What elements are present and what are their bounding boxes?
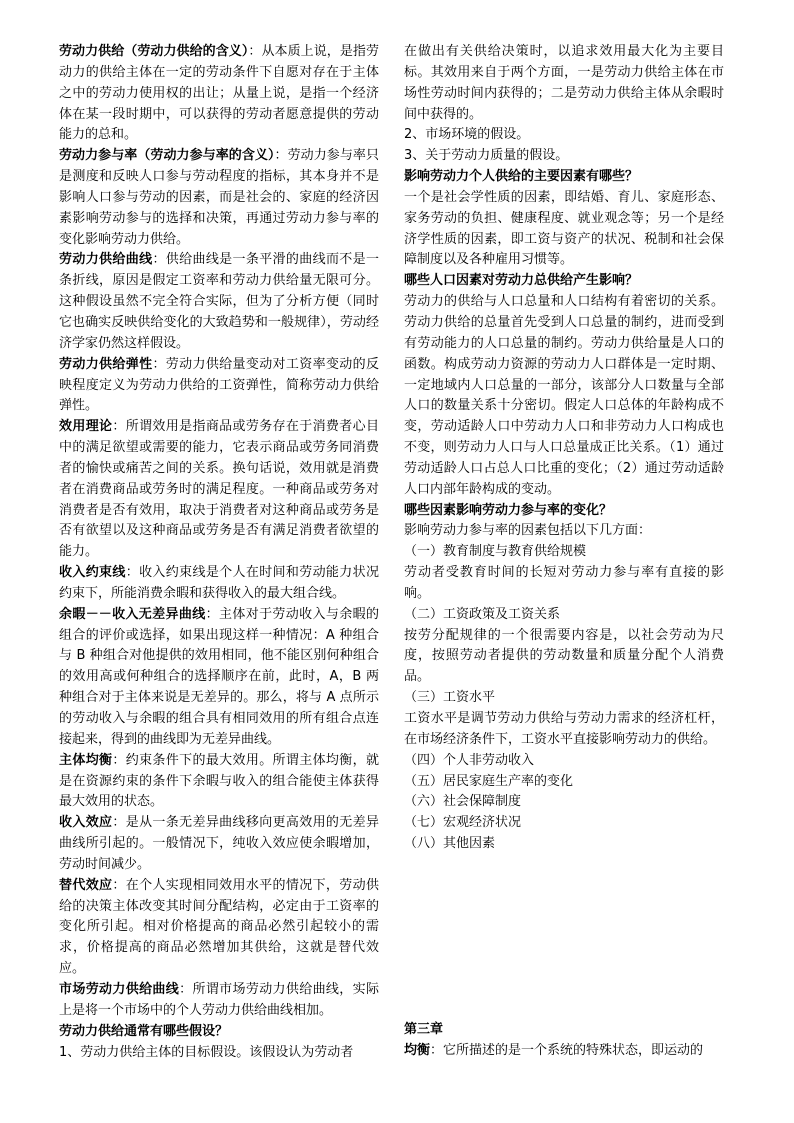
paragraph [59,563,379,605]
paragraph [404,271,724,292]
paragraph [404,772,724,793]
paragraph-text: 影响劳动力参与率的因素包括以下几方面： [404,523,652,539]
term-heading: 哪些因素影响劳动力参与率的变化？ [404,502,613,518]
paragraph [404,542,724,563]
paragraph [59,417,379,563]
paragraph-text: ：它所描述的是一个系统的特殊状态，即运动的 [430,1042,704,1058]
paragraph [59,146,379,250]
paragraph-text: ：所谓市场劳动力供给曲线，实际上是将一个市场中的个人劳动力供给曲线相加。 [59,981,379,1018]
term-heading: 主体均衡 [59,752,113,768]
term-heading: 哪些人口因素对劳动力总供给产生影响？ [404,273,639,289]
term-heading: 影响劳动力个人供给的主要因素有哪些？ [404,169,639,185]
paragraph [59,1022,379,1043]
paragraph-text: ：从本质上说，是指劳动力的供给主体在一定的劳动条件下自愿对存在于主体之中的劳动力使用权的出让；从量上说，是指一个经济体在某一段时期中，可以获得的劳动者愿意提供的劳动能力的总和。 [59,44,379,143]
paragraph-text: （六）社会保障制度 [404,794,522,810]
paragraph-text: 劳动力的供给与人口总量和人口结构有着密切的关系。劳动力供给的总量首先受到人口总量的制约，进而受到有劳动能力的人口总量的制约。劳动力供给量是人口的函数。构成劳动力资源的劳动力人口群体是一定时期、一定地域内人口总量的一部分，该部分人口数量与全部人口的数量关系十分密切。假定人口总体的年龄构成不变，劳动适龄人口中劳动力人口和非劳动力人口构成也不变，则劳动力人口与人口总量成正比关系。（1）通过劳动适龄人口占总人口比重的变化；（2）通过劳动适龄人口内部年龄构成的变动。 [404,294,724,497]
term-heading: 劳动力供给通常有哪些假设？ [59,1023,229,1039]
paragraph [404,626,724,689]
paragraph [404,688,724,709]
paragraph [404,751,724,772]
paragraph [404,292,724,500]
term-heading: 劳动力供给弹性 [59,356,153,372]
paragraph-text: （三）工资水平 [404,690,496,706]
paragraph-text: 工资水平是调节劳动力供给与劳动力需求的经济杠杆，在市场经济条件下，工资水平直接影响劳动力的供给。 [404,711,724,747]
paragraph-text: （四）个人非劳动收入 [404,752,535,768]
term-heading: 收入约束线 [59,565,126,581]
paragraph-text: 劳动者受教育时间的长短对劳动力参与率有直接的影响。 [404,565,724,601]
paragraph-text: ：在个人实现相同效用水平的情况下，劳动供给的决策主体改变其时间分配结构，必定由于工资率的变化所引起。相对价格提高的商品必然引起较小的需求，价格提高的商品必然增加其供给，这就是替代效应。 [59,877,379,977]
paragraph [404,792,724,813]
term-heading: 余暇－－收入无差异曲线 [59,606,206,622]
paragraph [404,813,724,834]
term-heading: 替代效应 [59,877,113,893]
paragraph-text: ：收入约束线是个人在时间和劳动能力状况约束下，所能消费余暇和获得收入的最大组合线。 [59,565,379,601]
paragraph [404,146,724,167]
paragraph [59,250,379,354]
paragraph [59,355,379,418]
paragraph-text: ：主体对于劳动收入与余暇的组合的评价或选择，如果出现这样一种情况：A 种组合与 B 种组合对他提供的效用相同，他不能区别何种组合的效用高或何种组合的选择顺序在前，此时，A，B 两种组合对于主体来说是无差异的。那么，将与 A 点所示的劳动收入与余暇的组合具有相同效用的所有组合点连接起来，得到的曲线即为无差异曲线。 [59,606,379,747]
paragraph-text: 在做出有关供给决策时，以追求效用最大化为主要目标。其效用来自于两个方面，一是劳动力供给主体在市场性劳动时间内获得的；二是劳动力供给主体从余暇时间中获得的。 [404,44,724,122]
paragraph [59,42,379,146]
paragraph-text: （八）其他因素 [404,836,496,852]
paragraph-text: 按劳分配规律的一个很需要内容是，以社会劳动为尺度，按照劳动者提供的劳动数量和质量分配个人消费品。 [404,627,724,685]
right-column-bottom [404,1020,724,1062]
paragraph [59,876,379,980]
paragraph [404,563,724,605]
paragraph [59,1043,379,1064]
paragraph-text: 2、市场环境的假设。 [404,127,530,143]
paragraph-text: ：劳动力参与率只是测度和反映人口参与劳动程度的指标，其本身并不是影响人口参与劳动的因素，而是社会的、家庭的经济因素影响劳动参与的选择和决策，再通过劳动力参与率的变化影响劳动力供给。 [59,148,379,247]
term-heading: 第三章 [404,1022,444,1037]
paragraph [404,1041,724,1062]
term-heading: 市场劳动力供给曲线 [59,981,180,997]
paragraph-text: ：供给曲线是一条平滑的曲线而不是一条折线，原因是假定工资率和劳动力供给量无限可分。这种假设虽然不完全符合实际，但为了分析方便（同时它也确实反映供给变化的大致趋势和一般规律），劳动经济学家仍然这样假设。 [59,252,379,351]
paragraph [59,605,379,751]
term-heading: 劳动力供给曲线 [59,252,153,268]
paragraph [59,980,379,1022]
paragraph-text: （二）工资政策及工资关系 [404,606,561,622]
paragraph [404,167,724,188]
paragraph-text: 一个是社会学性质的因素，即结婚、育儿、家庭形态、家务劳动的负担、健康程度、就业观念等；另一个是经济学性质的因素，即工资与资产的状况、税制和社会保障制度以及各种雇用习惯等。 [404,189,724,268]
paragraph [59,813,379,876]
paragraph [404,521,724,542]
term-heading: 收入效应 [59,815,113,831]
paragraph [404,1020,724,1041]
paragraph-text: （七）宏观经济状况 [404,815,522,831]
paragraph-text: （五）居民家庭生产率的变化 [404,773,574,789]
term-heading: 劳动力参与率（劳动力参与率的含义） [59,148,275,164]
paragraph-text: ：所谓效用是指商品或劳务存在于消费者心目中的满足欲望或需要的能力，它表示商品或劳务同消费者的愉快或痛苦之间的关系。换句话说，效用就是消费者在消费商品或劳务时的满足程度。一种商品或劳务对消费者是否有效用，取决于消费者对这种商品或劳务是否有欲望以及这种商品或劳务是否有满足消费者欲望的能力。 [59,419,379,560]
paragraph-text: 3、关于劳动力质量的假设。 [404,148,569,164]
paragraph-text: 1、劳动力供给主体的目标假设。该假设认为劳动者 [59,1044,354,1060]
term-heading: 劳动力供给（劳动力供给的含义） [59,44,249,59]
paragraph-text: ：约束条件下的最大效用。所谓主体均衡，就是在资源约束的条件下余暇与收入的组合能使主体获得最大效用的状态。 [59,752,379,810]
paragraph [404,125,724,146]
paragraph [404,709,724,751]
paragraph-text: ：是从一条无差异曲线移向更高效用的无差异曲线所引起的。一般情况下，纯收入效应使余暇增加，劳动时间减少。 [59,815,379,872]
right-column [404,42,724,855]
left-column [59,42,379,1063]
paragraph-text: ：劳动力供给量变动对工资率变动的反映程度定义为劳动力供给的工资弹性，简称劳动力供给弹性。 [59,356,379,414]
paragraph [404,188,724,271]
term-heading: 均衡 [404,1042,431,1058]
term-heading: 效用理论 [59,419,113,435]
paragraph-text: （一）教育制度与教育供给规模 [404,544,587,560]
paragraph [404,501,724,522]
paragraph [404,834,724,855]
paragraph [59,751,379,814]
paragraph [404,605,724,626]
paragraph [404,42,724,125]
